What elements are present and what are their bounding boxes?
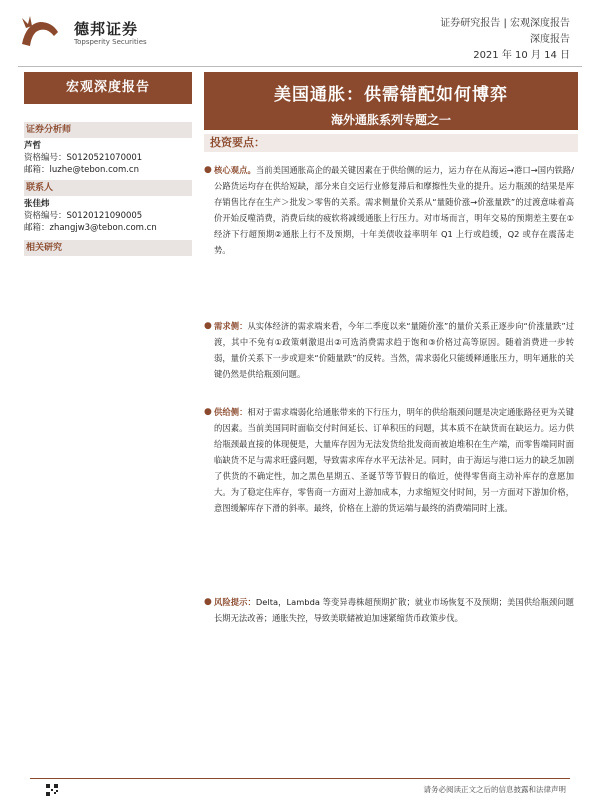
bullet-dot-icon: ● bbox=[204, 165, 212, 175]
bullet-core bbox=[204, 162, 574, 258]
bullet-lead: 核心观点。 bbox=[214, 165, 256, 175]
bullet-lead: 需求侧： bbox=[214, 321, 248, 331]
report-type: 证券研究报告 | 宏观深度报告 bbox=[440, 18, 570, 29]
report-date: 2021 年 10 月 14 日 bbox=[473, 50, 570, 61]
contact-cert: 资格编号：S0120121090005 bbox=[24, 211, 143, 221]
analyst-heading: 证券分析师 bbox=[24, 122, 192, 138]
title-band bbox=[204, 72, 578, 130]
brand-logo bbox=[18, 14, 158, 54]
related-heading: 相关研究 bbox=[24, 240, 192, 256]
bullet-dot-icon: ● bbox=[204, 407, 212, 417]
report-title: 美国通胀：供需错配如何博弈 bbox=[274, 85, 508, 105]
bullet-demand bbox=[204, 318, 574, 382]
analyst-cert: 资格编号：S0120521070001 bbox=[24, 153, 143, 163]
qr-code-icon bbox=[46, 784, 58, 796]
bullet-text: 当前美国通胀高企的最关键因素在于供给侧的运力，运力存在从海运→港口→国内铁路/公路货运均存在供给短缺，部分来自交运行业修复滞后和摩擦性失业的提升。运力瓶颈的结果是库存销售比存在生产＞批发＞零售的关系。需求侧量价关系从“量随价涨→价涨量跌”的过渡意味着高价开始反噬消费，消费后续的疲软将减缓通胀上行压力。对市场而言，明年交易的预期差主要在①经济下行超预期②通胀上行不及预期，十年美债收益率明年 Q1 上行或趋缓，Q2 或存在震荡走势。 bbox=[214, 165, 574, 255]
contact-email[interactable]: 邮箱：zhangjw3@tebon.com.cn bbox=[24, 223, 157, 233]
header-divider bbox=[18, 66, 582, 67]
section-title: 宏观深度报告 bbox=[24, 72, 192, 104]
deer-logo-icon bbox=[18, 14, 62, 54]
contact-info bbox=[24, 198, 192, 234]
bullet-dot-icon: ● bbox=[204, 321, 212, 331]
report-subtype: 深度报告 bbox=[530, 34, 570, 45]
footer-disclaimer: 请务必阅读正文之后的信息披露和法律声明 bbox=[423, 785, 566, 794]
bullet-text: 相对于需求端弱化给通胀带来的下行压力，明年的供给瓶颈问题是决定通胀路径更为关键的因素。当前美国同时面临交付时间延长、订单积压的问题，其本质不在缺货而在缺运力。运力供给瓶颈最直接的体现便是，大量库存因为无法发货给批发商而被迫堆积在生产端，而零售端同时面临缺货不足与需求旺盛问题，导致需求库存水平无法补足。同时，由于海运与港口运力的缺乏加剧了供货的不确定性，加之黑色星期五、圣诞节等节假日的临近，使得零售商主动补库存的意愿加大。为了稳定住库存，零售商一方面对上游加成本，力求缩短交付时间，另一方面对下游加价格，意图缓解库存下滑的斜率。最终，价格在上游的货运端与最终的消费端同时上涨。 bbox=[214, 407, 574, 513]
bullet-text: Delta，Lambda 等变异毒株超预期扩散；就业市场恢复不及预期；美国供给瓶颈问题长期无法改善；通胀失控，导致美联储被迫加速紧缩货币政策步伐。 bbox=[214, 597, 574, 623]
analyst-info bbox=[24, 140, 192, 176]
report-subtitle: 海外通胀系列专题之一 bbox=[330, 113, 451, 127]
invest-heading: 投资要点： bbox=[204, 134, 578, 152]
brand-name-cn: 德邦证券 bbox=[74, 20, 139, 38]
report-meta bbox=[440, 16, 570, 64]
analyst-name: 芦哲 bbox=[24, 141, 42, 151]
bullet-supply bbox=[204, 404, 574, 516]
analyst-email[interactable]: 邮箱：luzhe@tebon.com.cn bbox=[24, 165, 139, 175]
footer-divider bbox=[30, 778, 570, 779]
bullet-dot-icon: ● bbox=[204, 597, 212, 607]
contact-name: 张佳炜 bbox=[24, 199, 50, 209]
brand-name-en: Topsperity Securities bbox=[74, 38, 147, 46]
bullet-text: 从实体经济的需求端来看，今年二季度以来“量随价涨”的量价关系正逐步向“价涨量跌”过渡，其中不免有①政策刺激退出②可选消费需求趋于饱和③价格过高等原因。随着消费进一步转弱，量价关系下一步或迎来“价随量跌”的反转。当然，需求弱化只能缓释通胀压力，明年通胀的关键仍然是供给瓶颈问题。 bbox=[214, 321, 574, 379]
bullet-lead: 风险提示： bbox=[214, 597, 256, 607]
bullet-risk bbox=[204, 594, 574, 626]
contact-heading: 联系人 bbox=[24, 180, 192, 196]
bullet-lead: 供给侧： bbox=[214, 407, 248, 417]
